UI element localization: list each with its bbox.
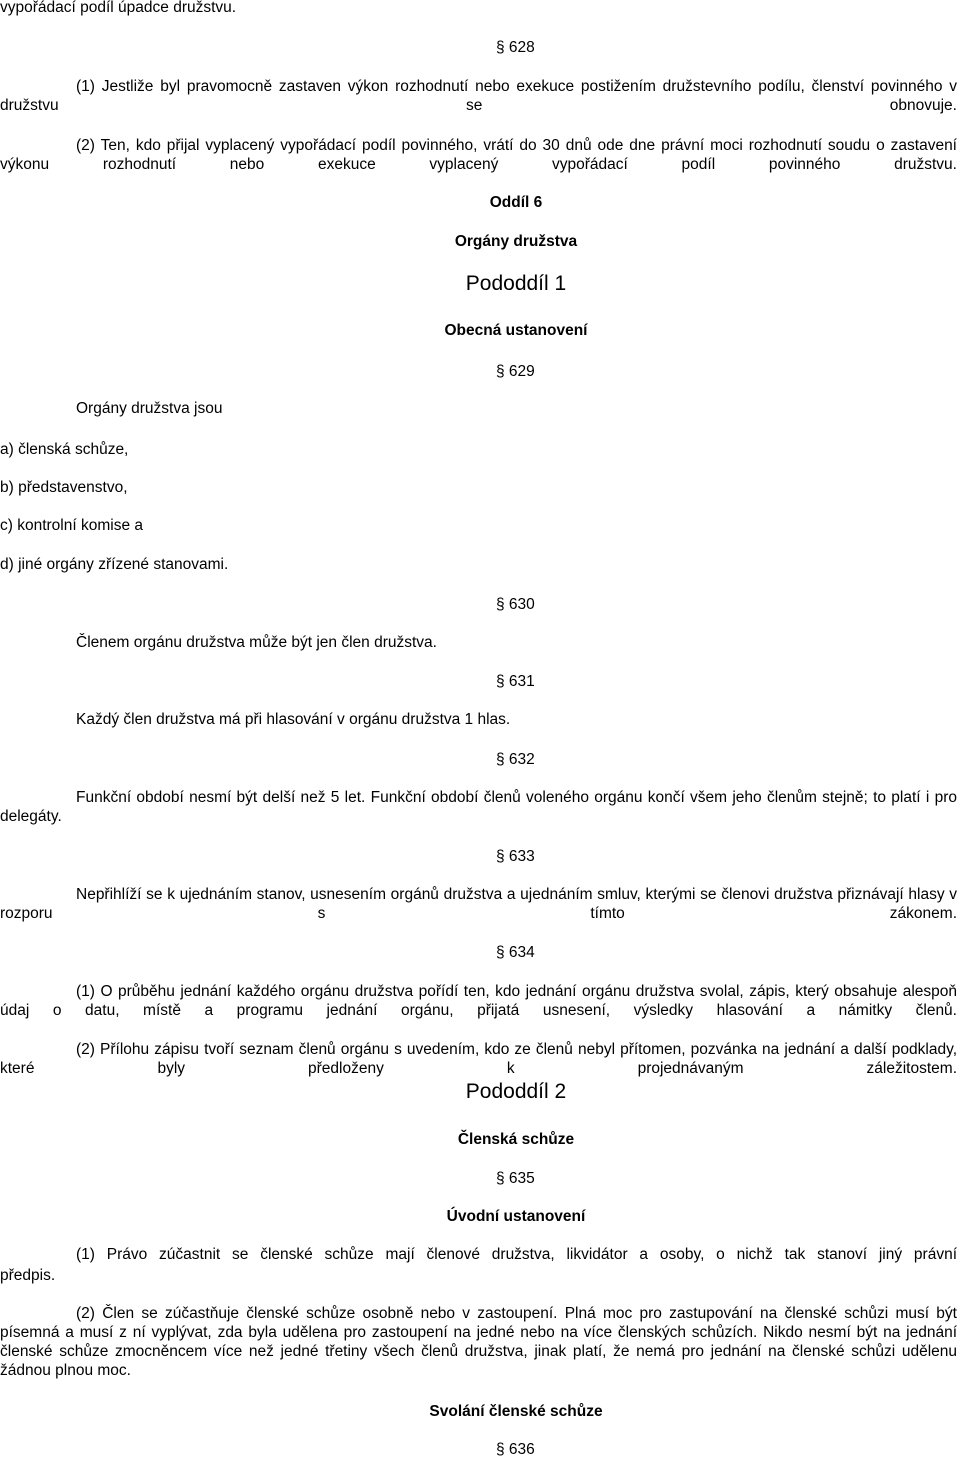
top-fragment: vypořádací podíl úpadce družstvu. [0,0,237,16]
pododdil-1-title: Obecná ustanovení [444,322,588,339]
section-631-heading: § 631 [496,673,535,690]
section-630-text: Členem orgánu družstva může být jen člen družstva. [76,634,437,651]
section-635-paragraph-1: (1) Právo zúčastnit se členské schůze mají členové družstva, likvidátor a osoby, o nichž tak stanoví jiný právní [76,1246,957,1263]
list-item: d) jiné orgány zřízené stanovami. [0,556,229,573]
section-635-paragraph-1-end: předpis. [0,1267,56,1284]
section-634-heading: § 634 [496,944,535,961]
section-628-heading: § 628 [496,39,535,56]
section-633-text: Nepřihlíží se k ujednáním stanov, usnesením orgánů družstva a ujednáním smluv, kterými se členovi družstva přiznávají hlasy v rozporu s tímto zákonem. [0,886,957,922]
list-item: b) představenstvo, [0,479,128,496]
pododdil-2-label: Pododdíl 2 [465,1080,567,1103]
section-629-heading: § 629 [496,363,535,380]
list-item: a) členská schůze, [0,441,129,458]
section-634-paragraph-1: (1) O průběhu jednání každého orgánu družstva pořídí ten, kdo jednání orgánu družstva svolal, zápis, který obsahuje alespoň údaj o datu, místě a programu jednání orgánu, přijatá usnesení, výsledky hlasování a námitky členů. [0,983,957,1019]
section-632-text: Funkční období nesmí být delší než 5 let. Funkční období členů voleného orgánu končí všem jeho členům stejně; to platí i pro delegáty. [0,789,957,825]
oddil-label: Oddíl 6 [489,194,543,211]
section-631-text: Každý člen družstva má při hlasování v orgánu družstva 1 hlas. [76,711,511,728]
section-629-intro: Orgány družstva jsou [76,400,223,417]
section-635-subtitle: Úvodní ustanovení [446,1208,586,1225]
list-item: c) kontrolní komise a [0,517,143,534]
section-636-heading: § 636 [496,1441,535,1458]
section-632-heading: § 632 [496,751,535,768]
pododdil-1-label: Pododdíl 1 [465,272,567,295]
section-635-paragraph-2: (2) Člen se zúčastňuje členské schůze osobně nebo v zastoupení. Plná moc pro zastupování na členské schůzi musí být písemná a musí z ní vyplývat, zda byla udělena pro zastoupení na jedné nebo na více členských schůzích. Nikdo nesmí být na jednání členské schůze zmocněncem více než jedné třetiny všech členů družstva, jinak platí, že nemá pro jednání na členské schůzi udělenu žádnou plnou moc. [0,1305,957,1379]
section-628-paragraph-1: (1) Jestliže byl pravomocně zastaven výkon rozhodnutí nebo exekuce postižením družstevního podílu, členství povinného v družstvu se obnovuje. [0,78,957,114]
oddil-title: Orgány družstva [454,233,578,250]
pododdil-2-title: Členská schůze [457,1131,575,1148]
svolani-title: Svolání členské schůze [429,1403,603,1420]
section-630-heading: § 630 [496,596,535,613]
section-634-paragraph-2: (2) Přílohu zápisu tvoří seznam členů orgánu s uvedením, kdo ze členů nebyl přítomen, pozvánka na jednání a další podklady, které byly předloženy k projednávaným záležitostem. [0,1041,957,1077]
section-633-heading: § 633 [496,848,535,865]
section-628-paragraph-2: (2) Ten, kdo přijal vyplacený vypořádací podíl povinného, vrátí do 30 dnů ode dne právní moci rozhodnutí soudu o zastavení výkonu rozhodnutí nebo exekuce vyplacený vypořádací podíl povinného družstvu. [0,137,957,173]
section-635-heading: § 635 [496,1170,535,1187]
